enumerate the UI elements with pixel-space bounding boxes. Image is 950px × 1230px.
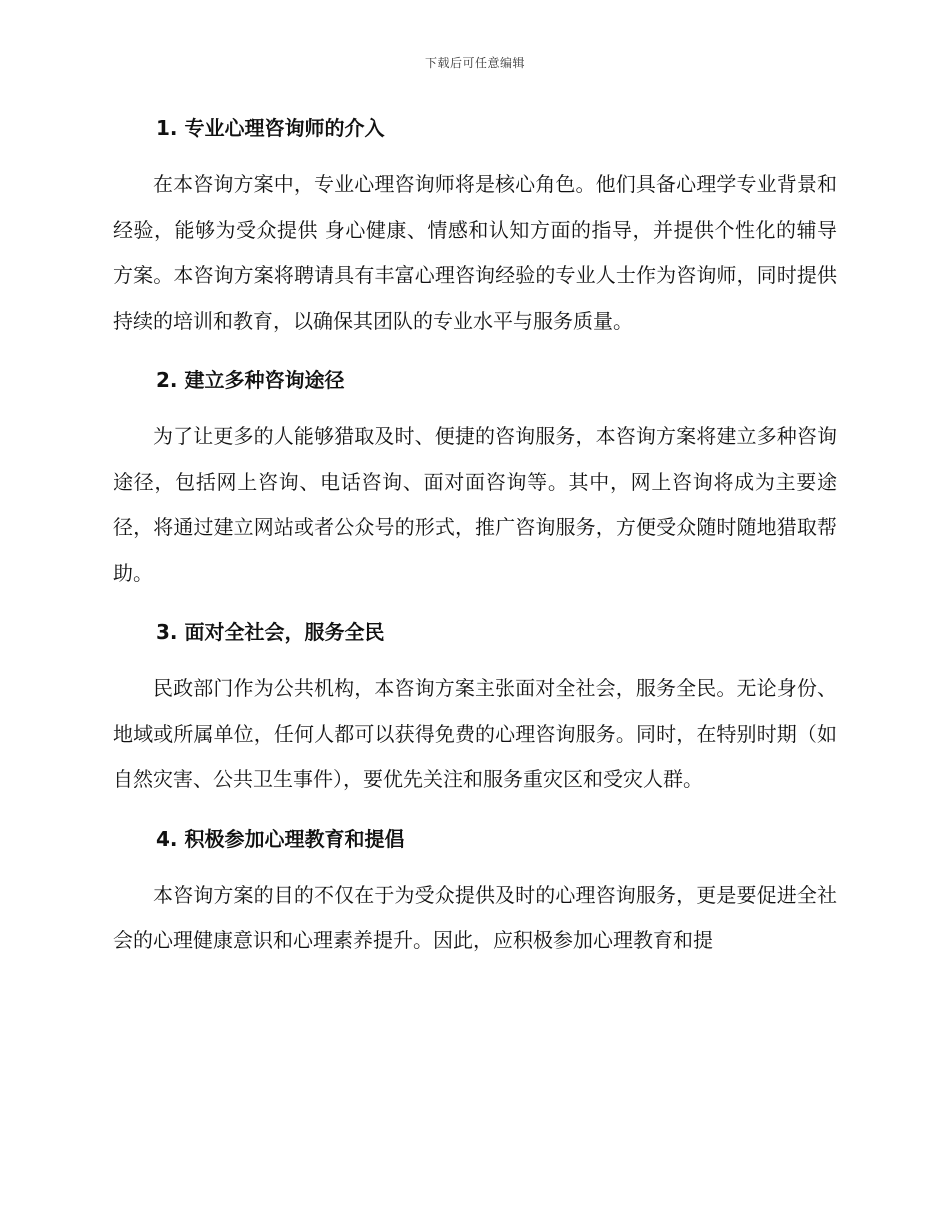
section-paragraph-1: 在本咨询方案中，专业心理咨询师将是核心角色。他们具备心理学专业背景和经验，能够为受众提供 身心健康、情感和认知方面的指导，并提供个性化的辅导方案。本咨询方案将聘请具有丰富心理咨询经验的专业人士作为咨询师，同时提供持续的培训和教育，以确保其团队的专业水平与服务质量。 <box>113 172 837 333</box>
header-note: 下载后可任意编辑 <box>424 56 525 70</box>
document-body <box>113 110 837 964</box>
section-paragraph-2: 为了让更多的人能够猎取及时、便捷的咨询服务，本咨询方案将建立多种咨询途径，包括网上咨询、电话咨询、面对面咨询等。其中，网上咨询将成为主要途径，将通过建立网站或者公众号的形式，推广咨询服务，方便受众随时随地猎取帮助。 <box>113 424 837 585</box>
section-heading-4: 4. 积极参加心理教育和提倡 <box>156 826 405 851</box>
section-heading-1: 1. 专业心理咨询师的介入 <box>156 116 385 140</box>
section-paragraph-4: 本咨询方案的目的不仅在于为受众提供及时的心理咨询服务，更是要促进全社会的心理健康意识和心理素养提升。因此，应积极参加心理教育和提 <box>113 882 837 952</box>
section-heading-2: 2. 建立多种咨询途径 <box>156 368 345 392</box>
section-paragraph-3: 民政部门作为公共机构，本咨询方案主张面对全社会，服务全民。无论身份、地域或所属单位，任何人都可以获得免费的心理咨询服务。同时，在特别时期（如自然灾害、公共卫生事件），要优先关注和服务重灾区和受灾人群。 <box>113 676 837 791</box>
section-heading-3: 3. 面对全社会，服务全民 <box>156 620 385 644</box>
